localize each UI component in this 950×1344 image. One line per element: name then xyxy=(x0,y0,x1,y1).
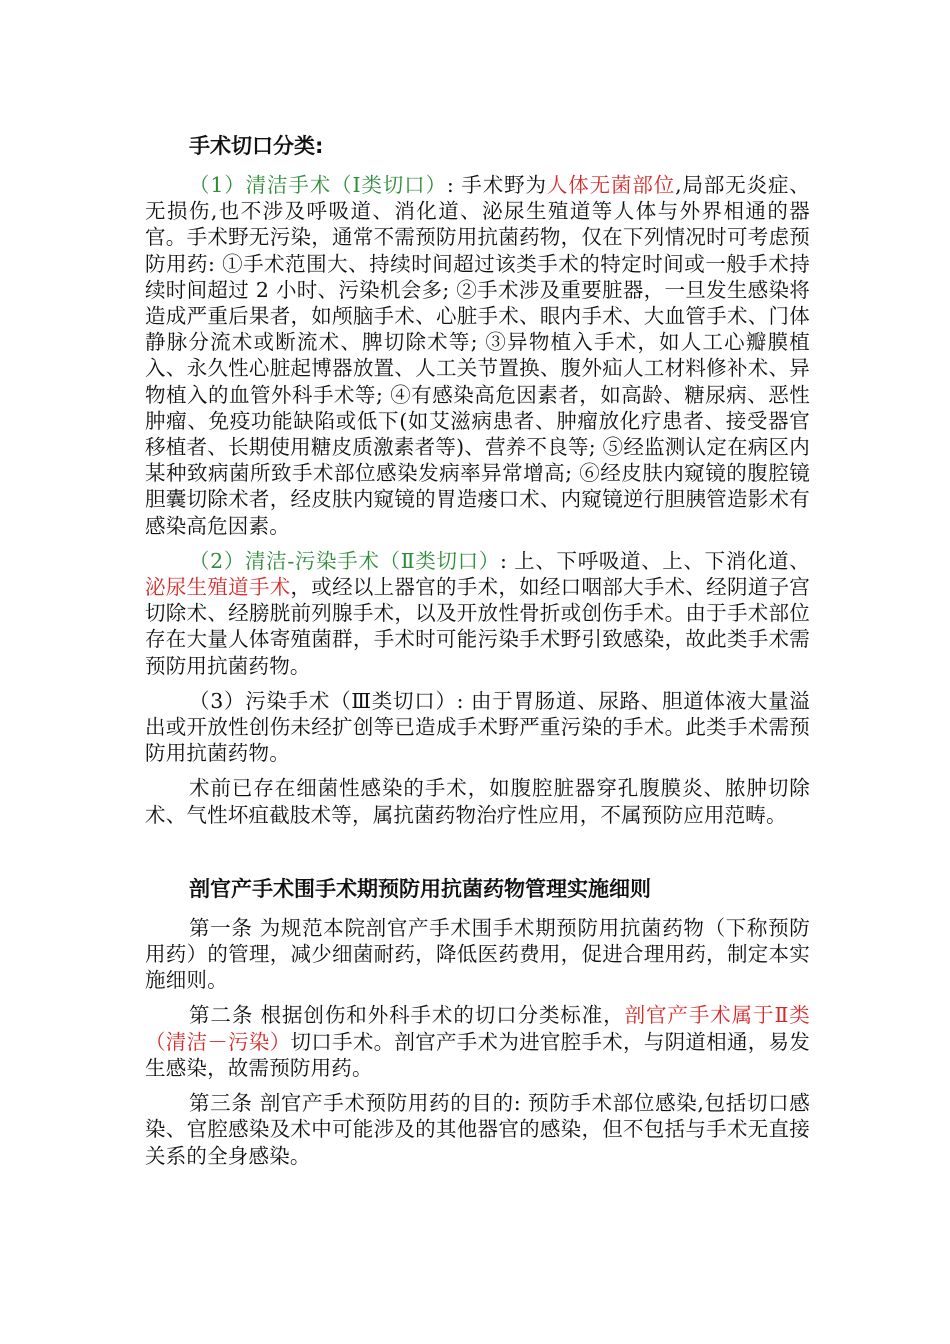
section-title-incision-classification: 手术切口分类: xyxy=(189,134,324,158)
paragraph-clean-contaminated-surgery xyxy=(145,548,810,679)
article-1: 第一条 为规范本院剖官产手术围手术期预防用抗菌药物（下称预防用药）的管理，减少细菌耐药，降低医药费用，促进合理用药，制定本实施细则。 xyxy=(145,915,810,993)
section-title-cesarean-rules: 剖官产手术围手术期预防用抗菌药物管理实施细则 xyxy=(189,876,651,901)
paragraph-preexisting-infection: 术前已存在细菌性感染的手术，如腹腔脏器穿孔腹膜炎、脓肿切除术、气性坏疽截肢术等，属抗菌药物治疗性应用，不属预防应用范畴。 xyxy=(145,776,810,827)
paragraph-clean-surgery xyxy=(145,172,810,539)
clean-contaminated-text-2: ，或经以上器官的手术，如经口咽部大手术、经阴道子宫切除术、经膀胱前列腺手术，以及开放性骨折或创伤手术。由于手术部位存在大量人体寄殖菌群，手术时可能污染手术野引致感染，故此类手术需预防用抗菌药物。 xyxy=(145,575,811,678)
article-2-highlight: 剖官产手术属于Ⅱ类（清洁－污染） xyxy=(145,1003,811,1054)
document-page xyxy=(145,132,810,1178)
section-spacer xyxy=(145,837,810,875)
paragraph-contaminated-surgery: （3）污染手术（Ⅲ类切口）: 由于胃肠道、尿路、胆道体液大量溢出或开放性创伤未经扩创等已造成手术野严重污染的手术。此类手术需预防用抗菌药物。 xyxy=(145,688,810,766)
clean-surgery-text-2: ,局部无炎症、无损伤,也不涉及呼吸道、消化道、泌尿生殖道等人体与外界相通的器官。手术野无污染，通常不需预防用抗菌药物，仅在下列情况时可考虑预防用药: ①手术范围大、持续时间超过该类手术的特定时间或一般手术持续时间超过 2 小时、污染机会多; ②手术涉及重要脏器，一旦发生感染将造成严重后果者，如颅脑手术、心脏手术、眼内手术、大血管手术、门体静脉分流术或断流术、脾切除术等; ③异物植入手术，如人工心瓣膜植入、永久性心脏起博器放置、人工关节置换、腹外疝人工材料修补术、异物植入的血管外科手术等; ④有感染高危因素者，如高龄、糖尿病、恶性肿瘤、免疫功能缺陷或低下(如艾滋病患者、肿瘤放化疗患者、接受器官移植者、长期使用糖皮质激素者等)、营养不良等; ⑤经监测认定在病区内某种致病菌所致手术部位感染发病率异常增高; ⑥经皮肤内窥镜的腹腔镜胆囊切除术者，经皮肤内窥镜的胃造瘘口术、内窥镜逆行胆胰管造影术有感染高危因素。 xyxy=(145,173,811,538)
article-3: 第三条 剖官产手术预防用药的目的: 预防手术部位感染,包括切口感染、官腔感染及术中可能涉及的其他器官的感染，但不包括与手术无直接关系的全身感染。 xyxy=(145,1091,810,1168)
clean-contaminated-label: （2）清洁-污染手术（Ⅱ类切口） xyxy=(189,548,500,573)
clean-surgery-text-1: : 手术野为 xyxy=(446,173,547,197)
clean-surgery-label: （1）清洁手术（Ⅰ类切口） xyxy=(189,173,447,197)
article-2-text-1: 第二条 根据创伤和外科手术的切口分类标准， xyxy=(189,1003,625,1028)
clean-contaminated-text-1: : 上、下呼吸道、上、下消化道、 xyxy=(499,548,810,573)
clean-contaminated-highlight: 泌尿生殖道手术 xyxy=(145,575,291,600)
article-2 xyxy=(145,1002,810,1081)
article-2-text-2: 切口手术。剖官产手术为进官腔手术，与阴道相通，易发生感染，故需预防用药。 xyxy=(145,1029,811,1080)
clean-surgery-highlight: 人体无菌部位 xyxy=(546,173,676,197)
